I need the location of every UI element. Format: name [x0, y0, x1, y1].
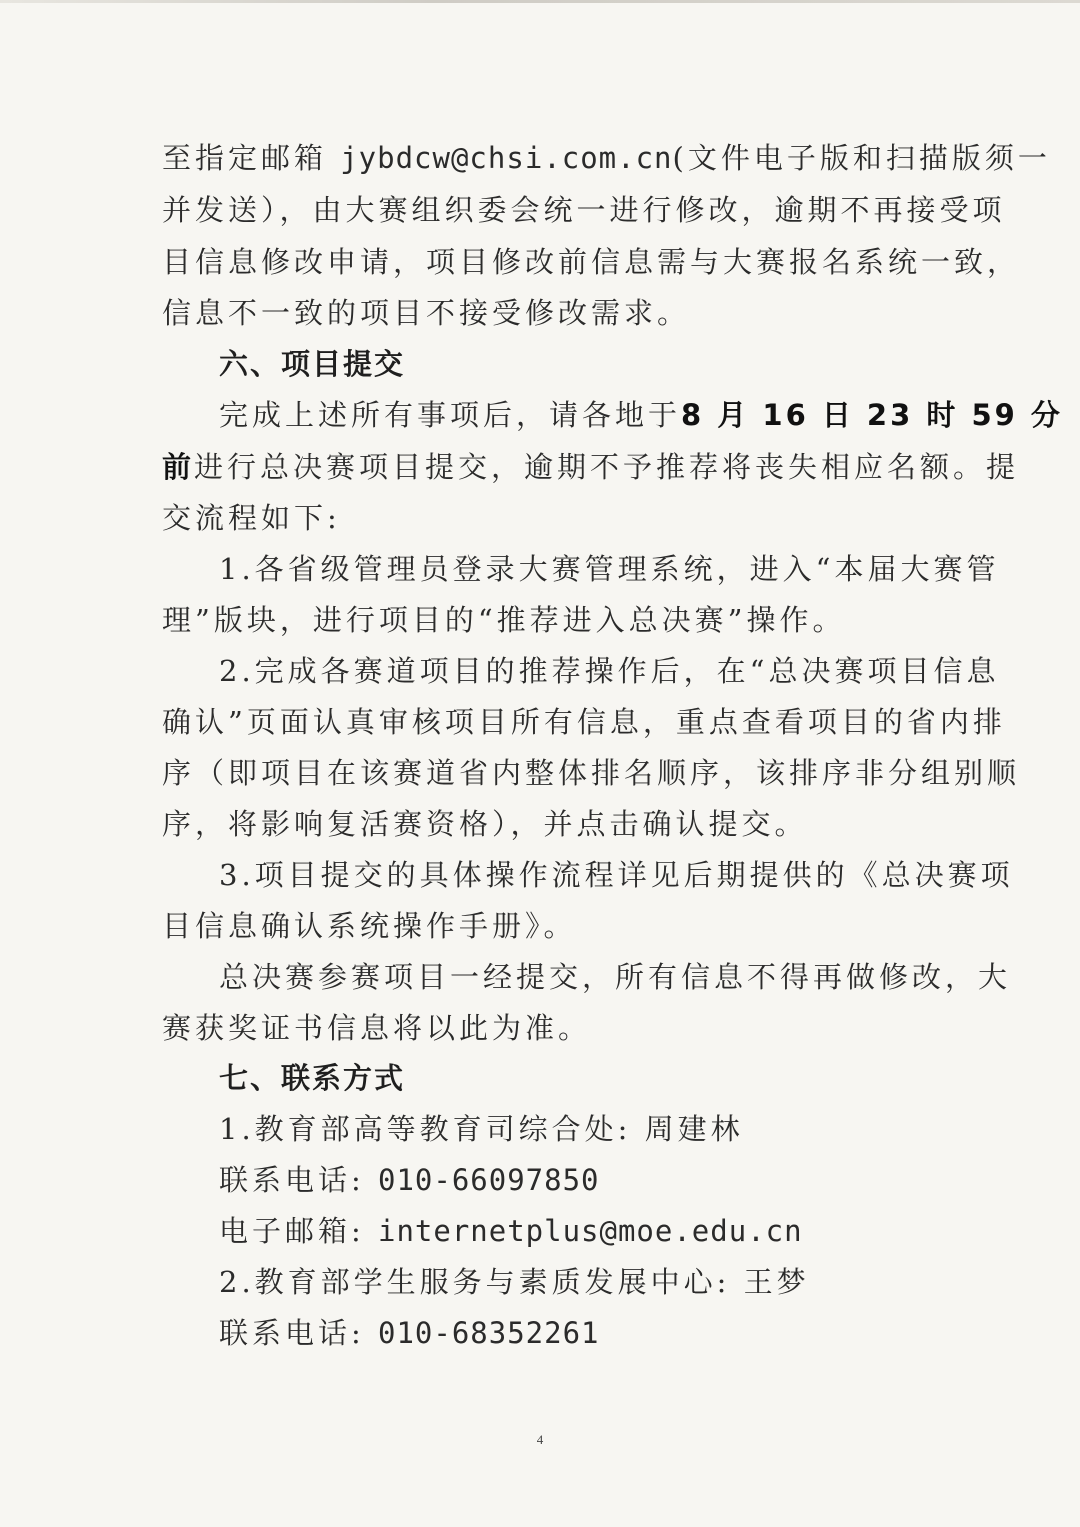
text-segment: 至指定邮箱	[162, 141, 341, 175]
phone-number: 010-66097850	[378, 1163, 600, 1197]
contact-phone-1	[219, 1160, 919, 1200]
phone-number: 010-68352261	[378, 1316, 600, 1350]
text-segment: 进行总决赛项目提交，逾期不予推荐将丧失相应名额。提	[194, 450, 1020, 484]
paragraph-line: 目信息修改申请，项目修改前信息需与大赛报名系统一致，	[162, 245, 1021, 279]
section-heading-7: 七、联系方式	[219, 1061, 406, 1095]
list-item-1-continued: 理”版块，进行项目的“推荐进入总决赛”操作。	[162, 603, 846, 637]
page-number: 4	[536, 1432, 544, 1447]
deadline-text: 前	[162, 450, 195, 484]
section-heading-6: 六、项目提交	[219, 347, 406, 381]
list-item-2-continued: 序，将影响复活赛资格），并点击确认提交。	[162, 807, 808, 841]
contact-org-1: 1.教育部高等教育司综合处: 周建林	[219, 1112, 744, 1146]
phone-label: 联系电话:	[219, 1163, 378, 1197]
paragraph-line: 交流程如下:	[162, 501, 341, 535]
list-item-2-continued: 序（即项目在该赛道省内整体排名顺序，该排序非分组别顺	[162, 756, 1021, 790]
deadline-text: 8 月 16 日 23 时 59 分	[681, 398, 1063, 432]
paragraph-line	[162, 447, 1020, 487]
phone-label: 联系电话:	[219, 1316, 378, 1350]
list-item-2: 2.完成各赛道项目的推荐操作后，在“总决赛项目信息	[219, 654, 1000, 688]
note-paragraph: 总决赛参赛项目一经提交，所有信息不得再做修改，大	[219, 960, 1012, 994]
list-item-3-continued: 目信息确认系统操作手册》。	[162, 909, 577, 943]
paragraph-line: 并发送），由大赛组织委会统一进行修改，逾期不再接受项	[162, 193, 1006, 227]
paragraph-line	[162, 138, 1051, 178]
email-address: internetplus@moe.edu.cn	[378, 1214, 803, 1248]
text-segment: (文件电子版和扫描版须一	[672, 141, 1051, 175]
paragraph-line: 信息不一致的项目不接受修改需求。	[162, 296, 691, 330]
text-segment: 完成上述所有事项后，请各地于	[219, 398, 682, 432]
email-label: 电子邮箱:	[219, 1214, 378, 1248]
contact-org-2: 2.教育部学生服务与素质发展中心: 王梦	[219, 1265, 810, 1299]
note-paragraph-continued: 赛获奖证书信息将以此为准。	[162, 1011, 592, 1045]
list-item-1: 1.各省级管理员登录大赛管理系统，进入“本届大赛管	[219, 552, 1000, 586]
list-item-2-continued: 确认”页面认真审核项目所有信息，重点查看项目的省内排	[162, 705, 1006, 739]
list-item-3: 3.项目提交的具体操作流程详见后期提供的《总决赛项	[219, 858, 1014, 892]
paragraph-line	[219, 395, 1063, 435]
contact-phone-2	[219, 1313, 919, 1353]
email-address: jybdcw@chsi.com.cn	[340, 141, 673, 175]
contact-email-1	[219, 1211, 919, 1251]
